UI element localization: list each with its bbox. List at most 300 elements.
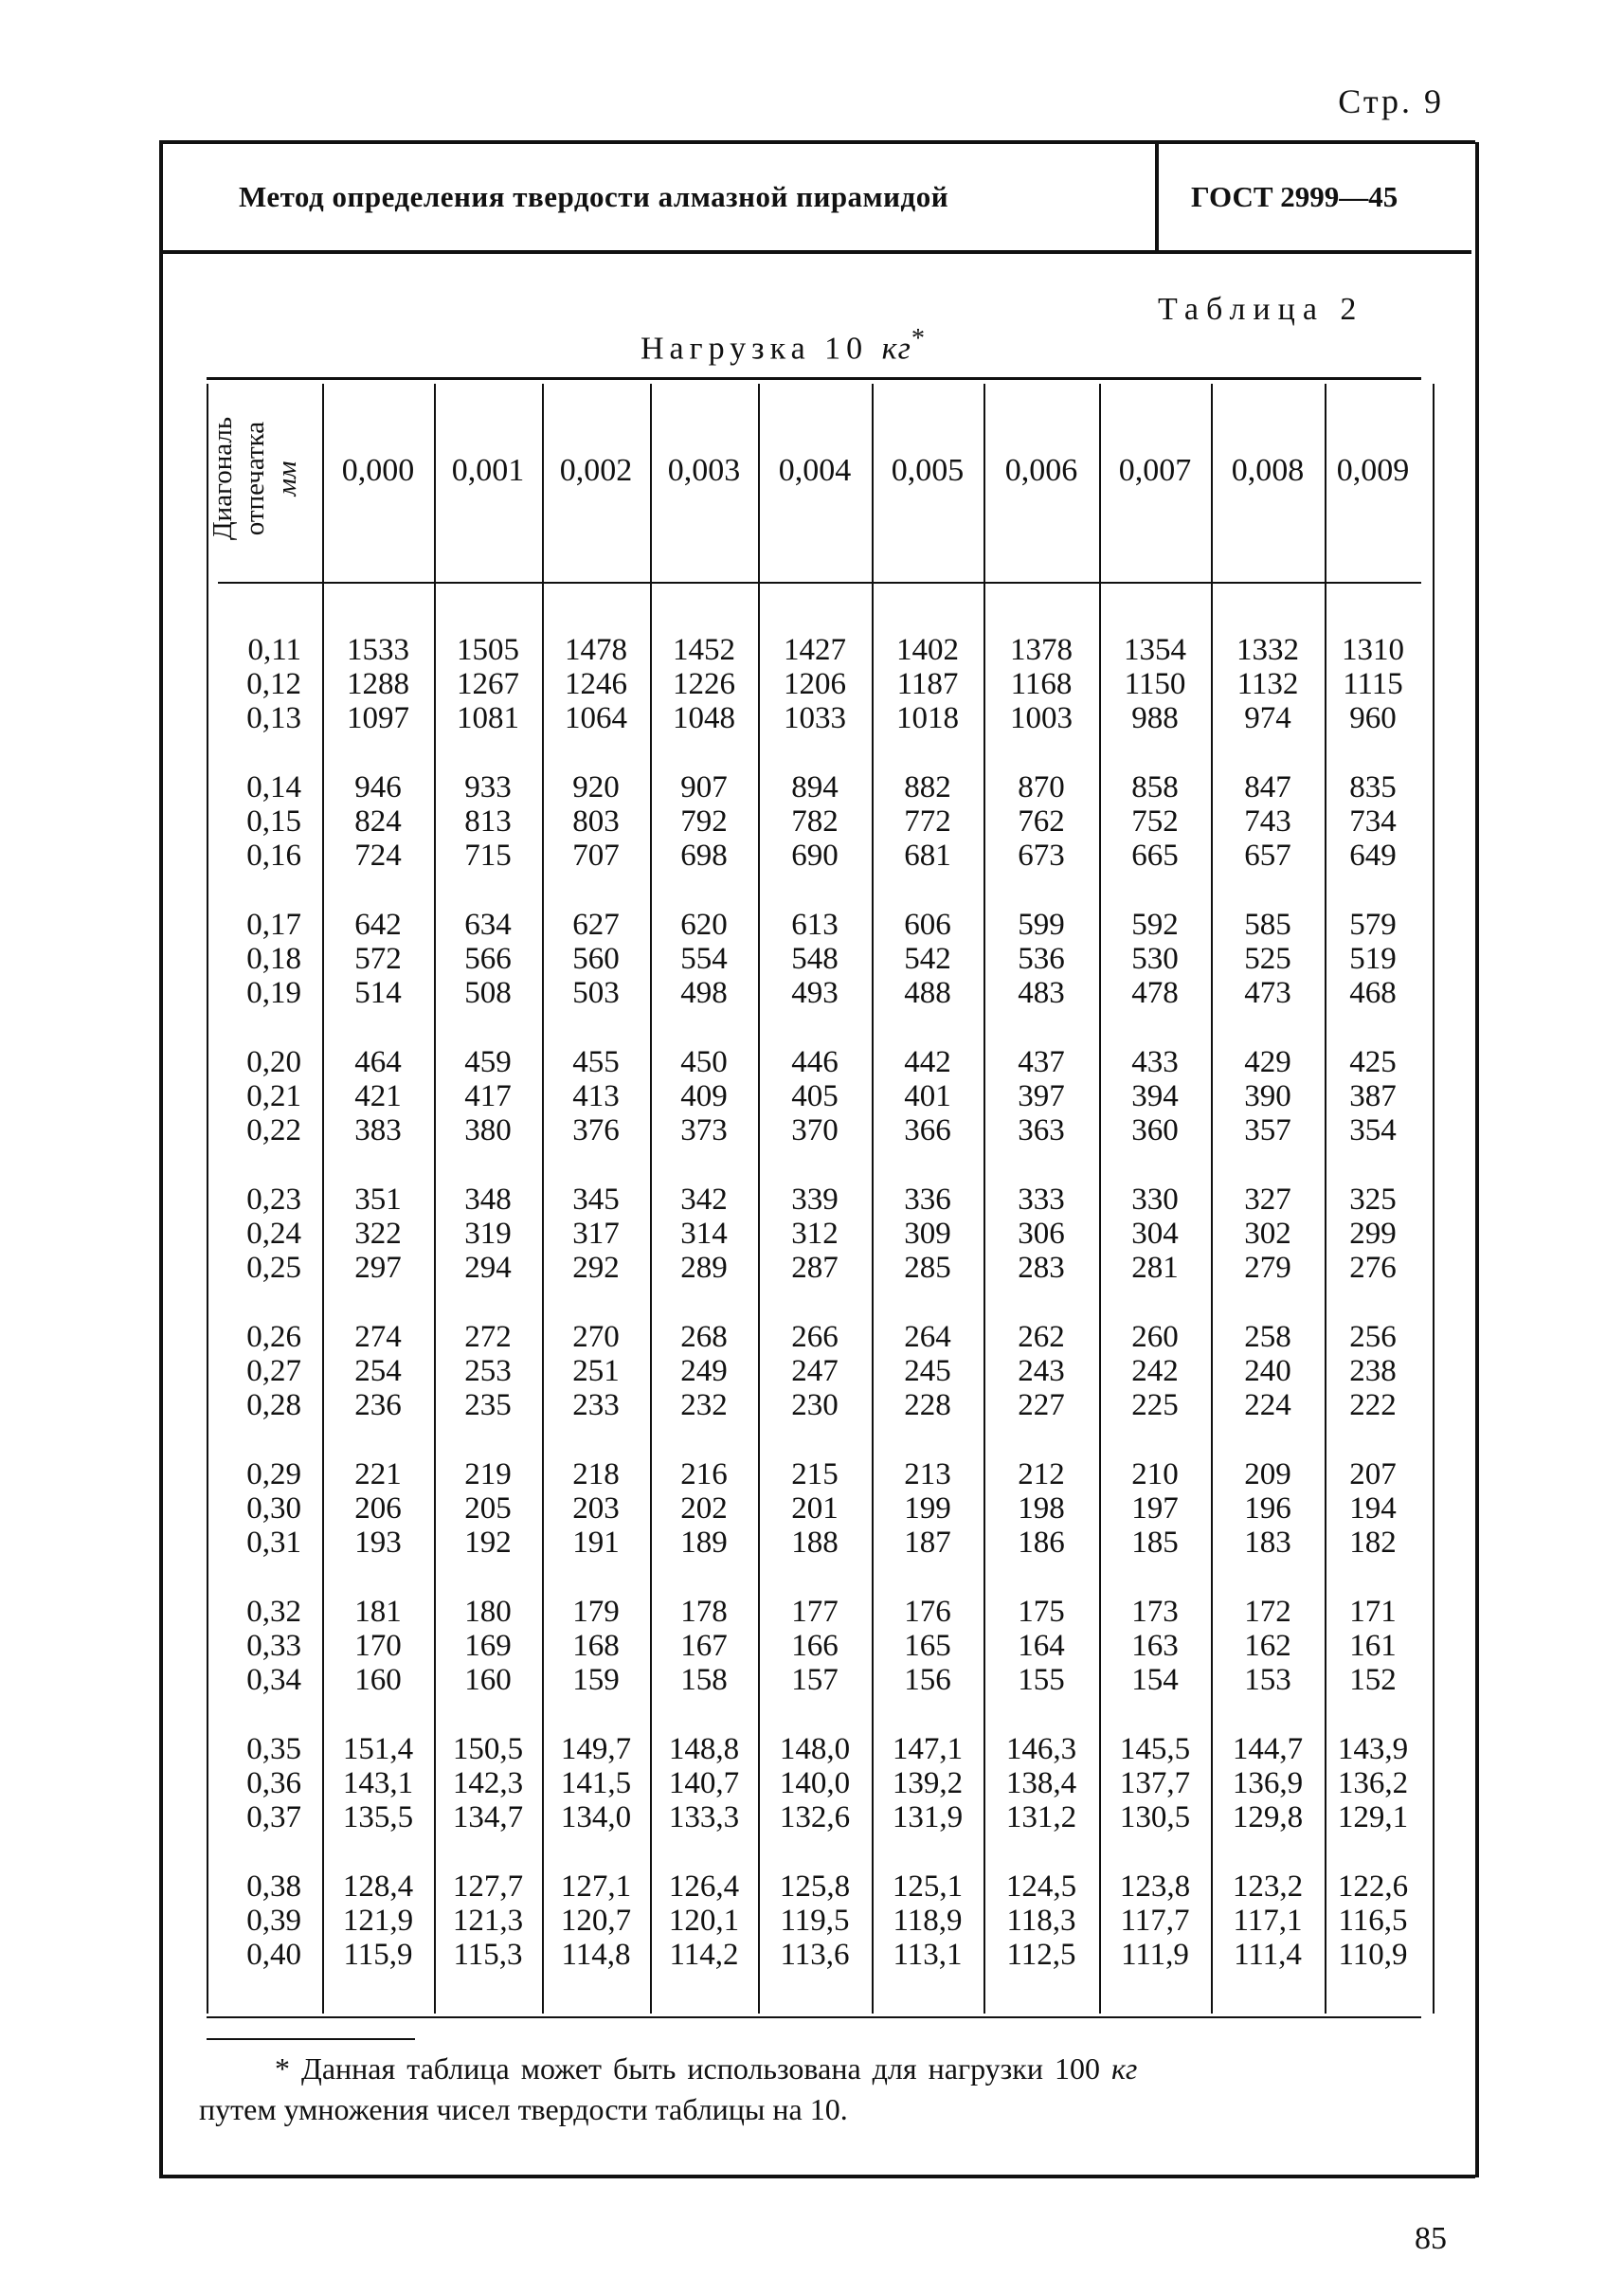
hardness-value: 147,1 (892, 1732, 964, 1766)
hardness-value: 140,7 (668, 1766, 740, 1800)
hardness-value: 121,9 (342, 1904, 414, 1938)
hardness-value: 542 (904, 942, 951, 976)
hardness-value: 140,0 (779, 1766, 851, 1800)
hardness-value: 429 (1244, 1045, 1291, 1079)
column-header: 0,001 (451, 453, 525, 488)
hardness-value: 960 (1349, 701, 1397, 735)
diagonal-value: 0,38 (246, 1870, 301, 1904)
hardness-value: 127,7 (452, 1870, 524, 1904)
load-text: Нагрузка 10 (641, 331, 882, 367)
hardness-value: 503 (572, 976, 620, 1010)
hardness-value: 468 (1349, 976, 1397, 1010)
diagonal-value: 0,39 (246, 1904, 301, 1938)
hardness-value: 473 (1244, 976, 1291, 1010)
hardness-value: 397 (1018, 1079, 1065, 1113)
hardness-value: 123,2 (1232, 1870, 1304, 1904)
diagonal-value: 0,17 (246, 908, 301, 942)
diagonal-value: 0,29 (246, 1457, 301, 1491)
hardness-value: 115,3 (453, 1938, 523, 1972)
hardness-value: 202 (680, 1491, 728, 1526)
hardness-value: 222 (1349, 1388, 1397, 1422)
hardness-value: 560 (572, 942, 620, 976)
hardness-value: 946 (354, 770, 402, 804)
hardness-value: 201 (791, 1491, 839, 1526)
hardness-value: 536 (1018, 942, 1065, 976)
hardness-value: 782 (791, 804, 839, 839)
hardness-value: 464 (354, 1045, 402, 1079)
hardness-value: 115,9 (343, 1938, 413, 1972)
hardness-value: 870 (1018, 770, 1065, 804)
hardness-value: 110,9 (1338, 1938, 1408, 1972)
hardness-value: 262 (1018, 1320, 1065, 1354)
hardness-value: 592 (1131, 908, 1179, 942)
row-header-line2: отпечатка (240, 421, 270, 536)
hardness-value: 299 (1349, 1217, 1397, 1251)
hardness-value: 450 (680, 1045, 728, 1079)
diagonal-value: 0,40 (246, 1938, 301, 1972)
hardness-value: 348 (464, 1183, 512, 1217)
diagonal-value: 0,11 (247, 633, 301, 667)
hardness-value: 198 (1018, 1491, 1065, 1526)
footnote-separator (207, 2038, 415, 2040)
hardness-value: 357 (1244, 1113, 1291, 1147)
column-header: 0,009 (1336, 453, 1410, 488)
hardness-value: 180 (464, 1595, 512, 1629)
diagonal-value: 0,35 (246, 1732, 301, 1766)
hardness-value: 143,9 (1337, 1732, 1409, 1766)
hardness-value: 137,7 (1119, 1766, 1191, 1800)
hardness-value: 116,5 (1338, 1904, 1408, 1938)
hardness-value: 164 (1018, 1629, 1065, 1663)
hardness-value: 317 (572, 1217, 620, 1251)
header-body-rule (218, 582, 1421, 584)
hardness-value: 161 (1349, 1629, 1397, 1663)
hardness-value: 152 (1349, 1663, 1397, 1697)
hardness-value: 894 (791, 770, 839, 804)
hardness-value: 213 (904, 1457, 951, 1491)
hardness-value: 707 (572, 839, 620, 873)
column-header: 0,008 (1231, 453, 1305, 488)
hardness-value: 194 (1349, 1491, 1397, 1526)
hardness-value: 238 (1349, 1354, 1397, 1388)
hardness-value: 232 (680, 1388, 728, 1422)
diagonal-value: 0,19 (246, 976, 301, 1010)
hardness-value: 297 (354, 1251, 402, 1285)
hardness-value: 266 (791, 1320, 839, 1354)
hardness-value: 413 (572, 1079, 620, 1113)
hardness-value: 566 (464, 942, 512, 976)
hardness-value: 835 (1349, 770, 1397, 804)
hardness-value: 111,9 (1121, 1938, 1189, 1972)
hardness-value: 634 (464, 908, 512, 942)
hardness-value: 224 (1244, 1388, 1291, 1422)
hardness-value: 189 (680, 1526, 728, 1560)
hardness-value: 1402 (896, 633, 959, 667)
table-bottom-rule (207, 2016, 1421, 2018)
hardness-value: 131,2 (1005, 1800, 1077, 1834)
hardness-value: 132,6 (779, 1800, 851, 1834)
hardness-value: 1081 (457, 701, 519, 735)
hardness-value: 572 (354, 942, 402, 976)
hardness-value: 933 (464, 770, 512, 804)
hardness-value: 1427 (784, 633, 846, 667)
diagonal-value: 0,24 (246, 1217, 301, 1251)
hardness-value: 245 (904, 1354, 951, 1388)
hardness-value: 159 (572, 1663, 620, 1697)
hardness-value: 139,2 (892, 1766, 964, 1800)
hardness-value: 304 (1131, 1217, 1179, 1251)
hardness-value: 459 (464, 1045, 512, 1079)
hardness-value: 579 (1349, 908, 1397, 942)
hardness-value: 1332 (1236, 633, 1299, 667)
hardness-value: 209 (1244, 1457, 1291, 1491)
hardness-value: 117,7 (1120, 1904, 1190, 1938)
diagonal-value: 0,37 (246, 1800, 301, 1834)
hardness-value: 1505 (457, 633, 519, 667)
hardness-value: 1115 (1343, 667, 1403, 701)
hardness-value: 409 (680, 1079, 728, 1113)
hardness-value: 336 (904, 1183, 951, 1217)
hardness-value: 363 (1018, 1113, 1065, 1147)
load-unit: кг (881, 331, 911, 367)
hardness-value: 1354 (1124, 633, 1186, 667)
hardness-value: 251 (572, 1354, 620, 1388)
hardness-value: 620 (680, 908, 728, 942)
hardness-value: 240 (1244, 1354, 1291, 1388)
hardness-value: 181 (354, 1595, 402, 1629)
hardness-value: 330 (1131, 1183, 1179, 1217)
column-header: 0,003 (667, 453, 741, 488)
hardness-value: 256 (1349, 1320, 1397, 1354)
hardness-value: 446 (791, 1045, 839, 1079)
hardness-value: 258 (1244, 1320, 1291, 1354)
hardness-value: 1097 (347, 701, 409, 735)
hardness-value: 148,8 (668, 1732, 740, 1766)
hardness-value: 210 (1131, 1457, 1179, 1491)
hardness-value: 907 (680, 770, 728, 804)
diagonal-value: 0,14 (246, 770, 301, 804)
hardness-value: 129,8 (1232, 1800, 1304, 1834)
hardness-value: 354 (1349, 1113, 1397, 1147)
hardness-value: 192 (464, 1526, 512, 1560)
hardness-value: 690 (791, 839, 839, 873)
column-header: 0,004 (778, 453, 852, 488)
hardness-value: 203 (572, 1491, 620, 1526)
column-header: 0,007 (1118, 453, 1192, 488)
hardness-value: 145,5 (1119, 1732, 1191, 1766)
hardness-value: 124,5 (1005, 1870, 1077, 1904)
hardness-value: 498 (680, 976, 728, 1010)
hardness-value: 314 (680, 1217, 728, 1251)
hardness-value: 858 (1131, 770, 1179, 804)
column-header: 0,000 (341, 453, 415, 488)
diagonal-value: 0,18 (246, 942, 301, 976)
hardness-value: 478 (1131, 976, 1179, 1010)
hardness-value: 455 (572, 1045, 620, 1079)
hardness-value: 508 (464, 976, 512, 1010)
hardness-value: 216 (680, 1457, 728, 1491)
hardness-value: 772 (904, 804, 951, 839)
hardness-value: 342 (680, 1183, 728, 1217)
hardness-value: 183 (1244, 1526, 1291, 1560)
hardness-value: 170 (354, 1629, 402, 1663)
diagonal-value: 0,34 (246, 1663, 301, 1697)
document-header (163, 144, 1471, 254)
hardness-value: 118,3 (1006, 1904, 1076, 1938)
hardness-value: 642 (354, 908, 402, 942)
hardness-value: 260 (1131, 1320, 1179, 1354)
diagonal-value: 0,31 (246, 1526, 301, 1560)
hardness-value: 390 (1244, 1079, 1291, 1113)
hardness-value: 136,9 (1232, 1766, 1304, 1800)
hardness-value: 1288 (347, 667, 409, 701)
hardness-value: 129,1 (1337, 1800, 1409, 1834)
hardness-value: 123,8 (1119, 1870, 1191, 1904)
hardness-value: 1187 (896, 667, 959, 701)
hardness-value: 125,1 (892, 1870, 964, 1904)
diagonal-value: 0,16 (246, 839, 301, 873)
hardness-value: 153 (1244, 1663, 1291, 1697)
hardness-value: 188 (791, 1526, 839, 1560)
frame-bottom-rule (159, 2175, 1475, 2178)
hardness-value: 681 (904, 839, 951, 873)
hardness-value: 168 (572, 1629, 620, 1663)
hardness-value: 1533 (347, 633, 409, 667)
diagonal-value: 0,36 (246, 1766, 301, 1800)
row-header-cell (207, 384, 318, 573)
diagonal-value: 0,20 (246, 1045, 301, 1079)
hardness-value: 283 (1018, 1251, 1065, 1285)
hardness-value: 437 (1018, 1045, 1065, 1079)
diagonal-value: 0,28 (246, 1388, 301, 1422)
hardness-value: 121,3 (452, 1904, 524, 1938)
hardness-value: 155 (1018, 1663, 1065, 1697)
hardness-value: 294 (464, 1251, 512, 1285)
hardness-value: 111,4 (1234, 1938, 1302, 1972)
hardness-value: 715 (464, 839, 512, 873)
table-top-rule (207, 377, 1421, 380)
diagonal-value: 0,23 (246, 1183, 301, 1217)
diagonal-value: 0,25 (246, 1251, 301, 1285)
hardness-value: 519 (1349, 942, 1397, 976)
hardness-value: 120,7 (560, 1904, 632, 1938)
row-header-text (207, 384, 318, 573)
hardness-value: 1478 (565, 633, 627, 667)
hardness-value: 119,5 (780, 1904, 850, 1938)
hardness-value: 206 (354, 1491, 402, 1526)
hardness-value: 125,8 (779, 1870, 851, 1904)
hardness-value: 287 (791, 1251, 839, 1285)
hardness-value: 173 (1131, 1595, 1179, 1629)
column-header: 0,005 (891, 453, 965, 488)
hardness-value: 193 (354, 1526, 402, 1560)
hardness-value: 405 (791, 1079, 839, 1113)
hardness-value: 264 (904, 1320, 951, 1354)
hardness-value: 133,3 (668, 1800, 740, 1834)
footnote-line1 (199, 2049, 1431, 2089)
hardness-value: 882 (904, 770, 951, 804)
method-title: Метод определения твердости алмазной пирамидой (239, 180, 949, 213)
page-number-bottom: 85 (1415, 2221, 1447, 2256)
hardness-value: 114,2 (669, 1938, 739, 1972)
hardness-value: 212 (1018, 1457, 1065, 1491)
hardness-value: 270 (572, 1320, 620, 1354)
hardness-value: 613 (791, 908, 839, 942)
hardness-value: 1206 (784, 667, 846, 701)
hardness-value: 292 (572, 1251, 620, 1285)
hardness-value: 218 (572, 1457, 620, 1491)
hardness-value: 401 (904, 1079, 951, 1113)
hardness-value: 803 (572, 804, 620, 839)
hardness-value: 148,0 (779, 1732, 851, 1766)
hardness-value: 425 (1349, 1045, 1397, 1079)
table-left-rule (207, 384, 208, 2014)
column-header: 0,006 (1004, 453, 1078, 488)
hardness-value: 548 (791, 942, 839, 976)
hardness-value: 138,4 (1005, 1766, 1077, 1800)
hardness-value: 380 (464, 1113, 512, 1147)
hardness-value: 228 (904, 1388, 951, 1422)
hardness-value: 113,1 (893, 1938, 963, 1972)
hardness-value: 974 (1244, 701, 1291, 735)
footnote-unit: кг (1110, 2051, 1138, 2086)
hardness-value: 743 (1244, 804, 1291, 839)
hardness-value: 149,7 (560, 1732, 632, 1766)
diagonal-value: 0,27 (246, 1354, 301, 1388)
hardness-value: 1132 (1236, 667, 1299, 701)
hardness-value: 525 (1244, 942, 1291, 976)
hardness-value: 236 (354, 1388, 402, 1422)
load-caption (641, 324, 930, 367)
hardness-value: 1064 (565, 701, 627, 735)
hardness-value: 554 (680, 942, 728, 976)
hardness-value: 160 (354, 1663, 402, 1697)
hardness-value: 309 (904, 1217, 951, 1251)
hardness-value: 988 (1131, 701, 1179, 735)
hardness-value: 366 (904, 1113, 951, 1147)
hardness-value: 179 (572, 1595, 620, 1629)
hardness-value: 1452 (673, 633, 735, 667)
hardness-value: 673 (1018, 839, 1065, 873)
hardness-value: 421 (354, 1079, 402, 1113)
hardness-value: 191 (572, 1526, 620, 1560)
hardness-value: 530 (1131, 942, 1179, 976)
hardness-value: 230 (791, 1388, 839, 1422)
hardness-value: 351 (354, 1183, 402, 1217)
hardness-value: 734 (1349, 804, 1397, 839)
hardness-value: 752 (1131, 804, 1179, 839)
hardness-value: 136,2 (1337, 1766, 1409, 1800)
load-footnote-mark: * (911, 324, 931, 353)
hardness-value: 417 (464, 1079, 512, 1113)
hardness-value: 281 (1131, 1251, 1179, 1285)
hardness-value: 383 (354, 1113, 402, 1147)
hardness-value: 126,4 (668, 1870, 740, 1904)
diagonal-value: 0,26 (246, 1320, 301, 1354)
hardness-value: 142,3 (452, 1766, 524, 1800)
diagonal-value: 0,21 (246, 1079, 301, 1113)
hardness-value: 253 (464, 1354, 512, 1388)
hardness-value: 268 (680, 1320, 728, 1354)
hardness-value: 221 (354, 1457, 402, 1491)
hardness-value: 150,5 (452, 1732, 524, 1766)
hardness-value: 1018 (896, 701, 959, 735)
hardness-value: 134,7 (452, 1800, 524, 1834)
hardness-value: 233 (572, 1388, 620, 1422)
hardness-value: 1310 (1342, 633, 1404, 667)
diagonal-value: 0,33 (246, 1629, 301, 1663)
hardness-value: 599 (1018, 908, 1065, 942)
hardness-value: 254 (354, 1354, 402, 1388)
header-divider (1155, 144, 1159, 250)
row-header-unit: мм (272, 461, 302, 497)
hardness-value: 649 (1349, 839, 1397, 873)
hardness-value: 272 (464, 1320, 512, 1354)
hardness-value: 122,6 (1337, 1870, 1409, 1904)
hardness-value: 325 (1349, 1183, 1397, 1217)
hardness-value: 242 (1131, 1354, 1179, 1388)
hardness-value: 146,3 (1005, 1732, 1077, 1766)
hardness-value: 333 (1018, 1183, 1065, 1217)
hardness-value: 370 (791, 1113, 839, 1147)
hardness-value: 1168 (1010, 667, 1073, 701)
page-number-top: Стр. 9 (1338, 82, 1444, 120)
hardness-value: 813 (464, 804, 512, 839)
hardness-value: 339 (791, 1183, 839, 1217)
hardness-value: 376 (572, 1113, 620, 1147)
hardness-value: 127,1 (560, 1870, 632, 1904)
diagonal-value: 0,22 (246, 1113, 301, 1147)
hardness-value: 160 (464, 1663, 512, 1697)
hardness-value: 312 (791, 1217, 839, 1251)
hardness-value: 792 (680, 804, 728, 839)
hardness-value: 167 (680, 1629, 728, 1663)
hardness-value: 276 (1349, 1251, 1397, 1285)
table-right-rule (1433, 384, 1435, 2014)
hardness-value: 113,6 (780, 1938, 850, 1972)
hardness-value: 249 (680, 1354, 728, 1388)
hardness-value: 394 (1131, 1079, 1179, 1113)
hardness-value: 289 (680, 1251, 728, 1285)
hardness-value: 199 (904, 1491, 951, 1526)
hardness-value: 387 (1349, 1079, 1397, 1113)
hardness-value: 144,7 (1232, 1732, 1304, 1766)
hardness-value: 157 (791, 1663, 839, 1697)
hardness-value: 176 (904, 1595, 951, 1629)
hardness-value: 488 (904, 976, 951, 1010)
hardness-value: 585 (1244, 908, 1291, 942)
hardness-value: 207 (1349, 1457, 1397, 1491)
hardness-value: 162 (1244, 1629, 1291, 1663)
hardness-value: 117,1 (1233, 1904, 1303, 1938)
hardness-value: 112,5 (1006, 1938, 1076, 1972)
hardness-value: 1033 (784, 701, 846, 735)
hardness-value: 247 (791, 1354, 839, 1388)
hardness-value: 319 (464, 1217, 512, 1251)
hardness-value: 306 (1018, 1217, 1065, 1251)
hardness-value: 169 (464, 1629, 512, 1663)
hardness-value: 225 (1131, 1388, 1179, 1422)
hardness-value: 1003 (1010, 701, 1073, 735)
hardness-value: 1378 (1010, 633, 1073, 667)
hardness-value: 134,0 (560, 1800, 632, 1834)
hardness-value: 373 (680, 1113, 728, 1147)
hardness-value: 824 (354, 804, 402, 839)
hardness-value: 493 (791, 976, 839, 1010)
hardness-value: 205 (464, 1491, 512, 1526)
hardness-value: 163 (1131, 1629, 1179, 1663)
hardness-value: 847 (1244, 770, 1291, 804)
